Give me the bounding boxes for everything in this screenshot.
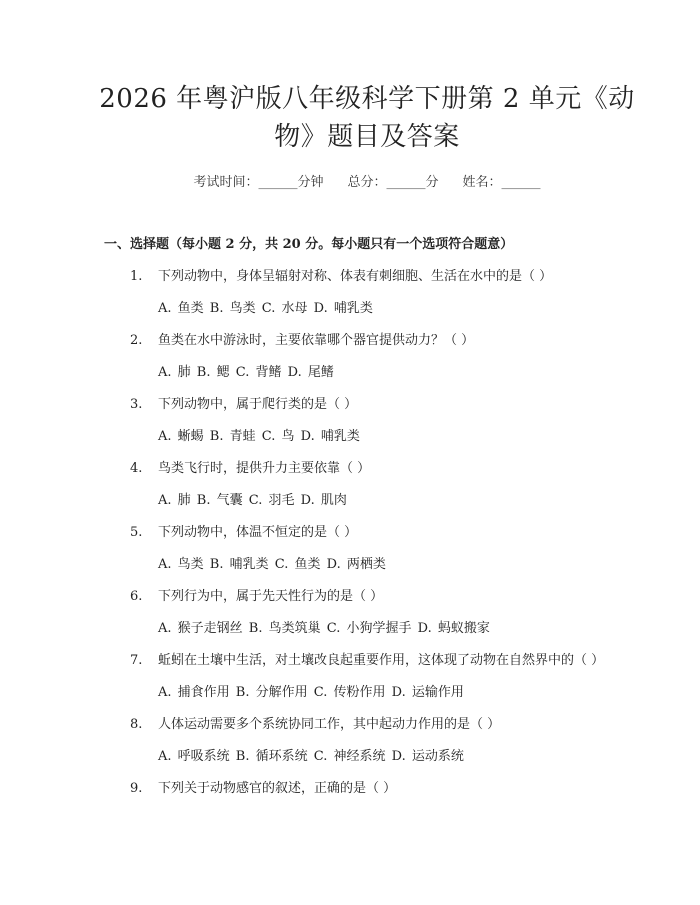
question-3 [104,396,630,414]
question-number: 7. [130,653,143,668]
question-number: 6. [130,589,143,604]
question-text: 下列动物中，属于爬行类的是（ ） [158,397,358,412]
question-list [104,268,630,798]
question-7-options: A. 捕食作用 B. 分解作用 C. 传粉作用 D. 运输作用 [158,685,464,700]
question-text: 蚯蚓在土壤中生活，对土壤改良起重要作用，这体现了动物在自然界中的（ ） [158,653,605,668]
document-title: 2026 年粤沪版八年级科学下册第 2 单元《动物》题目及答案 [99,84,635,152]
question-7 [104,652,630,670]
student-name-field: 姓名：______ [462,175,541,190]
question-8 [104,716,630,734]
question-text: 下列动物中，身体呈辐射对称、体表有刺细胞、生活在水中的是（ ） [158,269,553,284]
question-1 [104,268,630,286]
total-score-field: 总分：______分 [347,175,439,190]
question-5 [104,524,630,542]
question-text: 人体运动需要多个系统协同工作，其中起动力作用的是（ ） [158,717,501,732]
question-4-options: A. 肺 B. 气囊 C. 羽毛 D. 肌肉 [158,493,347,508]
question-text: 下列行为中，属于先天性行为的是（ ） [158,589,384,604]
question-text: 下列动物中，体温不恒定的是（ ） [158,525,358,540]
question-number: 9. [130,781,143,796]
question-2 [104,332,630,350]
question-number: 8. [130,717,143,732]
question-text: 下列关于动物感官的叙述，正确的是（ ） [158,781,397,796]
question-6 [104,588,630,606]
question-text: 鸟类飞行时，提供升力主要依靠（ ） [158,461,371,476]
question-8-options: A. 呼吸系统 B. 循环系统 C. 神经系统 D. 运动系统 [158,749,464,764]
question-5-options: A. 鸟类 B. 哺乳类 C. 鱼类 D. 两栖类 [158,557,386,572]
question-number: 3. [130,397,143,412]
section-heading: 一、选择题（每小题 2 分，共 20 分。每小题只有一个选项符合题意） [104,237,514,252]
question-1-options: A. 鱼类 B. 鸟类 C. 水母 D. 哺乳类 [158,301,373,316]
question-6-options: A. 猴子走钢丝 B. 鸟类筑巢 C. 小狗学握手 D. 蚂蚁搬家 [158,621,490,636]
question-number: 5. [130,525,143,540]
question-number: 1. [130,269,143,284]
question-3-options: A. 蜥蜴 B. 青蛙 C. 鸟 D. 哺乳类 [158,429,360,444]
question-2-options: A. 肺 B. 鳃 C. 背鳍 D. 尾鳍 [158,365,334,380]
exam-time-field: 考试时间：______分钟 [193,175,324,190]
question-9 [104,780,630,798]
question-text: 鱼类在水中游泳时，主要依靠哪个器官提供动力？（ ） [158,333,475,348]
question-number: 2. [130,333,143,348]
question-4 [104,460,630,478]
question-number: 4. [130,461,143,476]
exam-meta [104,174,630,192]
